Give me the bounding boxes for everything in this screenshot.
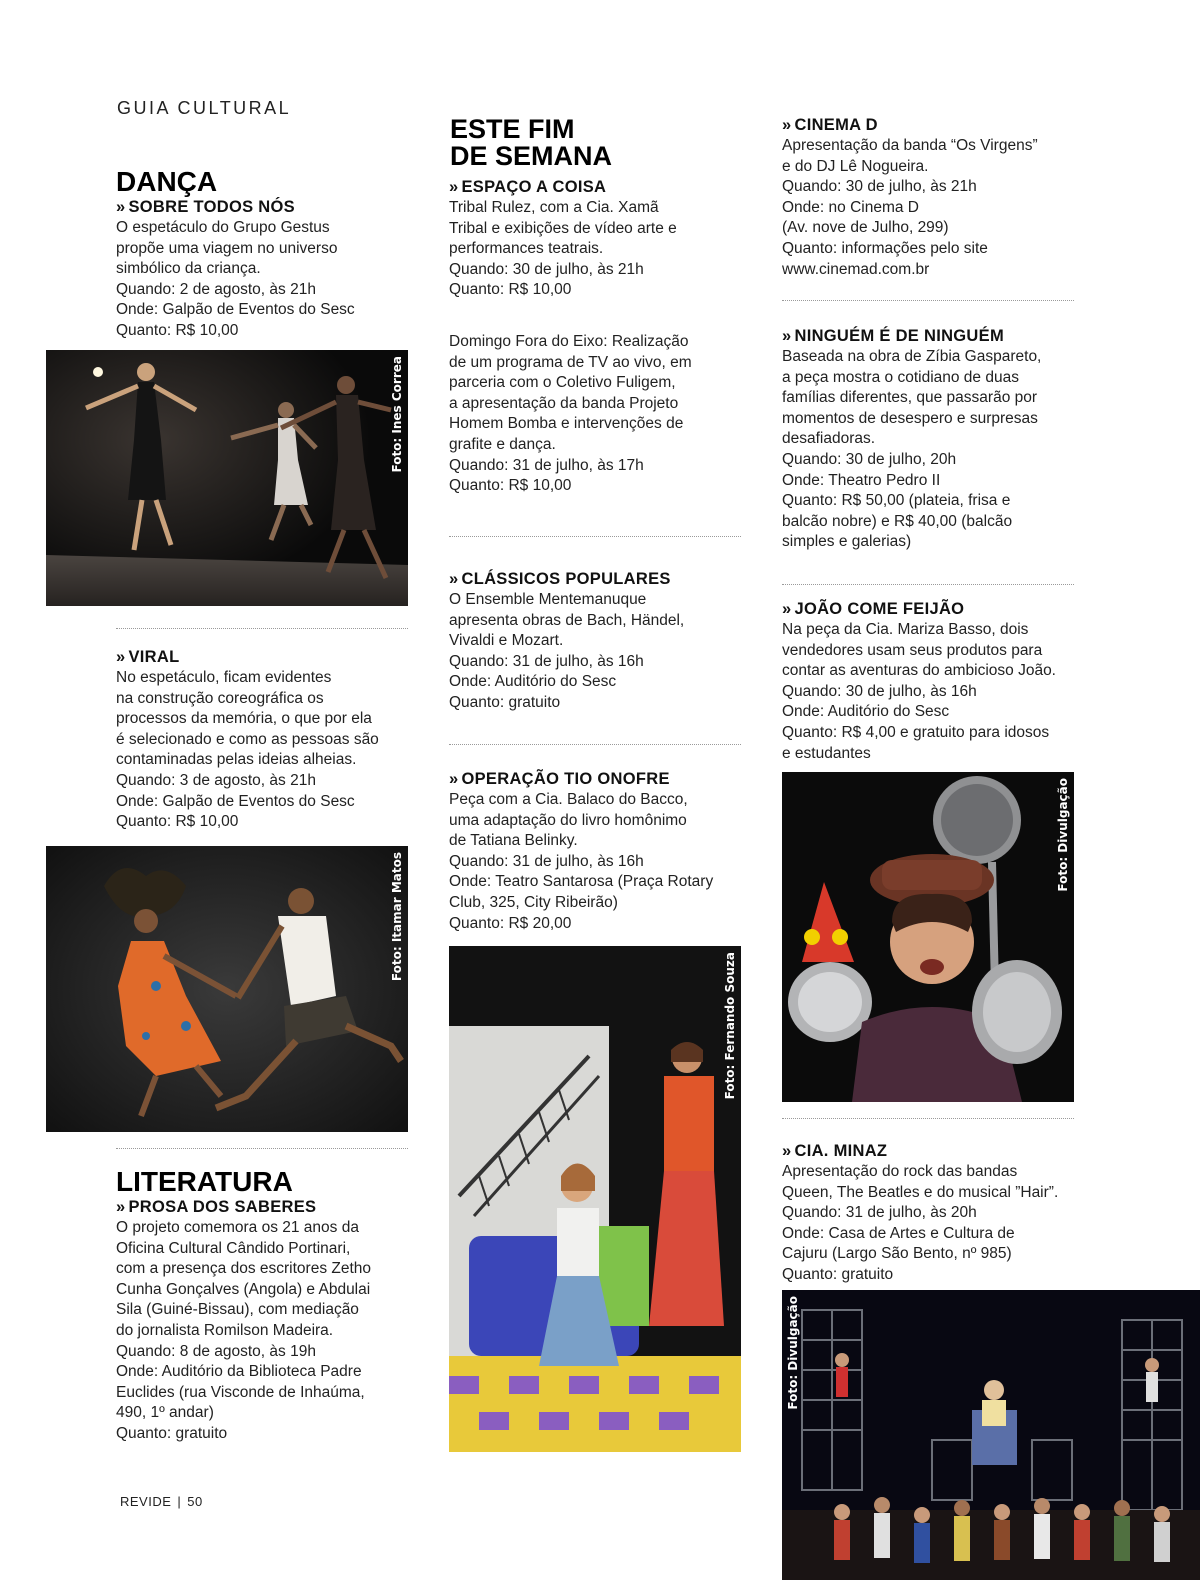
event-title [782,1140,1092,1162]
event-price: e estudantes [782,744,871,762]
divider [782,1118,1074,1119]
footer-separator: | [177,1494,182,1509]
event-operacao-tio-onofre [449,768,749,934]
event-price: Quanto: R$ 4,00 e gratuito para idosos [782,723,1050,741]
event-text: Vivaldi e Mozart. [449,632,564,650]
photo-cia-minaz [782,1290,1200,1580]
event-price: balcão nobre) e R$ 40,00 (balcão [782,512,1013,530]
divider [116,628,408,629]
event-price: Quanto: gratuito [782,1265,894,1283]
event-title [449,768,749,790]
event-text: simbólico da criança. [116,260,261,278]
event-text: vendedores usam seus produtos para [782,641,1043,659]
event-where: Onde: Auditório do Sesc [449,673,617,691]
event-text: Na peça da Cia. Mariza Basso, dois [782,621,1029,638]
event-where: Onde: Auditório do Sesc [782,703,950,721]
event-where: (Av. nove de Julho, 299) [782,219,949,237]
event-title-text: OPERAÇÃO TIO ONOFRE [461,770,670,788]
event-text: Homem Bomba e intervenções de [449,415,684,433]
event-when: Quando: 30 de julho, às 16h [782,682,977,700]
event-text: Cunha Gonçalves (Angola) e Abdulai [116,1280,371,1298]
event-when: Quando: 2 de agosto, às 21h [116,280,316,298]
event-cinema-d [782,114,1092,280]
section-kicker: GUIA CULTURAL [117,98,292,118]
event-text: a apresentação da banda Projeto [449,394,679,412]
event-text: Apresentação da banda “Os Virgens” [782,137,1038,154]
photo-credit: Foto: Itamar Matos [390,852,404,982]
event-text: de Tatiana Belinky. [449,832,578,850]
fim-heading-line1: ESTE FIM [450,114,575,144]
page-number: 50 [187,1494,203,1509]
event-text: grafite e dança. [449,435,556,453]
photo-joao-come-feijao [782,772,1074,1102]
event-ninguem-e-de-ninguem [782,325,1092,553]
event-where: Cajuru (Largo São Bento, nº 985) [782,1245,1012,1263]
event-price: Quanto: R$ 10,00 [449,477,572,495]
event-text: propõe uma viagem no universo [116,239,338,257]
chevron-glyph: » [782,116,792,134]
event-text: de um programa de TV ao vivo, em [449,353,692,371]
event-when: Quando: 8 de agosto, às 19h [116,1342,316,1360]
event-text: desafiadoras. [782,430,876,448]
event-text: contar as aventuras do ambicioso João. [782,662,1056,680]
divider [449,744,741,745]
event-text: Tribal Rulez, com a Cia. Xamã [449,199,659,216]
event-text: O espetáculo do Grupo Gestus [116,219,330,236]
stage-play-illustration [449,946,741,1452]
event-title-text: PROSA DOS SABERES [128,1198,317,1216]
photo-dance-viral [46,846,408,1132]
event-title [116,1196,426,1218]
event-text: O projeto comemora os 21 anos da [116,1219,359,1236]
chevron-glyph: » [116,198,126,216]
event-text: Baseada na obra de Zíbia Gaspareto, [782,348,1042,365]
photo-credit: Foto: Divulgação [786,1296,800,1410]
event-title-text: ESPAÇO A COISA [461,178,607,196]
event-text: O Ensemble Mentemanuque [449,591,647,608]
event-where: Onde: Teatro Santarosa (Praça Rotary [449,873,714,891]
event-cia-minaz [782,1140,1092,1286]
divider [782,300,1074,301]
event-where: 490, 1º andar) [116,1404,214,1422]
divider [449,536,741,537]
event-when: Quando: 31 de julho, às 17h [449,456,644,474]
event-where: Onde: Casa de Artes e Cultura de [782,1224,1015,1242]
photo-credit: Foto: Fernando Souza [723,952,737,1100]
event-when: Quando: 30 de julho, 20h [782,450,957,468]
event-text: uma adaptação do livro homônimo [449,811,687,829]
chevron-glyph: » [116,1198,126,1216]
event-title [116,196,416,218]
fim-heading-line2: DE SEMANA [450,141,613,171]
event-title [449,568,749,590]
event-text: apresenta obras de Bach, Händel, [449,611,685,629]
event-when: Quando: 30 de julho, às 21h [449,260,644,278]
event-text: com a presença dos escritores Zetho [116,1260,372,1278]
photo-credit: Foto: Ines Correa [390,356,404,473]
event-title-text: CINEMA D [794,116,878,134]
event-title [782,114,1092,136]
event-text: parceria com o Coletivo Fuligem, [449,374,676,392]
event-text: Sila (Guiné-Bissau), com mediação [116,1301,359,1319]
divider [782,584,1074,585]
event-sobre-todos-nos [116,196,416,342]
event-where: Onde: Theatro Pedro II [782,471,941,489]
event-text: No espetáculo, ficam evidentes [116,669,332,686]
event-text: na construção coreográfica os [116,689,324,707]
event-where: Euclides (rua Visconde de Inhaúma, [116,1383,365,1401]
photo-operacao-tio-onofre [449,946,741,1452]
event-title-text: CLÁSSICOS POPULARES [461,570,671,588]
event-when: Quando: 31 de julho, às 20h [782,1204,977,1222]
event-text: Apresentação do rock das bandas [782,1163,1018,1180]
fim-heading [450,116,612,170]
event-price: Quanto: R$ 10,00 [449,281,572,299]
event-text: Oficina Cultural Cândido Portinari, [116,1239,351,1257]
chevron-glyph: » [782,327,792,345]
event-classicos-populares [449,568,749,714]
event-price: Quanto: gratuito [116,1424,228,1442]
event-where: Onde: Galpão de Eventos do Sesc [116,792,355,810]
event-text: processos da memória, o que por ela [116,710,372,728]
event-text: contaminadas pelas ideias alheias. [116,751,357,769]
event-text: Domingo Fora do Eixo: Realização [449,333,689,350]
event-title-text: CIA. MINAZ [794,1142,888,1160]
couple-dance-illustration [46,846,408,1132]
event-text: Peça com a Cia. Balaco do Bacco, [449,791,688,808]
event-text: Queen, The Beatles e do musical ”Hair”. [782,1183,1059,1201]
dancers-illustration [46,350,408,606]
event-title-text: JOÃO COME FEIJÃO [794,600,965,618]
event-espaco-a-coisa [449,176,749,301]
photo-credit: Foto: Divulgação [1056,778,1070,892]
event-when: Quando: 31 de julho, às 16h [449,852,644,870]
literatura-heading: LITERATURA [116,1166,293,1197]
event-price: Quanto: R$ 10,00 [116,813,239,831]
event-title-text: VIRAL [128,648,180,666]
actress-with-pots-illustration [782,772,1074,1102]
event-title-text: SOBRE TODOS NÓS [128,198,295,216]
event-where: Onde: Auditório da Biblioteca Padre [116,1363,362,1381]
event-title-text: NINGUÉM É DE NINGUÉM [794,327,1004,345]
event-text: Tribal e exibições de vídeo arte e [449,219,677,237]
event-text: momentos de desespero e surpresas [782,409,1038,427]
event-title [116,646,416,668]
event-when: Quando: 30 de julho, às 21h [782,178,977,196]
event-viral [116,646,416,833]
event-text: é selecionado e como as pessoas são [116,730,379,748]
danca-heading: DANÇA [116,166,218,197]
chevron-glyph: » [449,178,459,196]
event-where: Club, 325, City Ribeirão) [449,893,618,911]
event-text: performances teatrais. [449,240,604,258]
chevron-glyph: » [782,1142,792,1160]
chevron-glyph: » [449,570,459,588]
event-domingo-fora-do-eixo [449,332,749,497]
chevron-glyph: » [116,648,126,666]
event-price: Quanto: R$ 20,00 [449,914,572,932]
event-website: www.cinemad.com.br [782,260,930,278]
event-text: famílias diferentes, que passarão por [782,389,1038,407]
photo-dance-sobre-todos-nos [46,350,408,606]
event-when: Quando: 3 de agosto, às 21h [116,771,316,789]
event-title [782,325,1092,347]
event-title [449,176,749,198]
event-price: Quanto: informações pelo site [782,239,988,257]
divider [116,1148,408,1149]
chevron-glyph: » [782,600,792,618]
event-title [782,598,1092,620]
event-price: Quanto: gratuito [449,693,561,711]
event-joao-come-feijao [782,598,1092,764]
event-price: simples e galerias) [782,533,912,551]
magazine-name: REVIDE [120,1494,172,1509]
event-where: Onde: no Cinema D [782,198,919,216]
event-price: Quanto: R$ 10,00 [116,321,239,339]
event-text: e do DJ Lê Nogueira. [782,157,929,175]
musical-stage-illustration [782,1290,1200,1580]
event-prosa-dos-saberes [116,1196,426,1445]
event-text: do jornalista Romilson Madeira. [116,1321,334,1339]
event-text: a peça mostra o cotidiano de duas [782,368,1019,386]
event-where: Onde: Galpão de Eventos do Sesc [116,301,355,319]
event-price: Quanto: R$ 50,00 (plateia, frisa e [782,492,1011,510]
chevron-glyph: » [449,770,459,788]
event-when: Quando: 31 de julho, às 16h [449,652,644,670]
page-footer [120,1494,203,1509]
